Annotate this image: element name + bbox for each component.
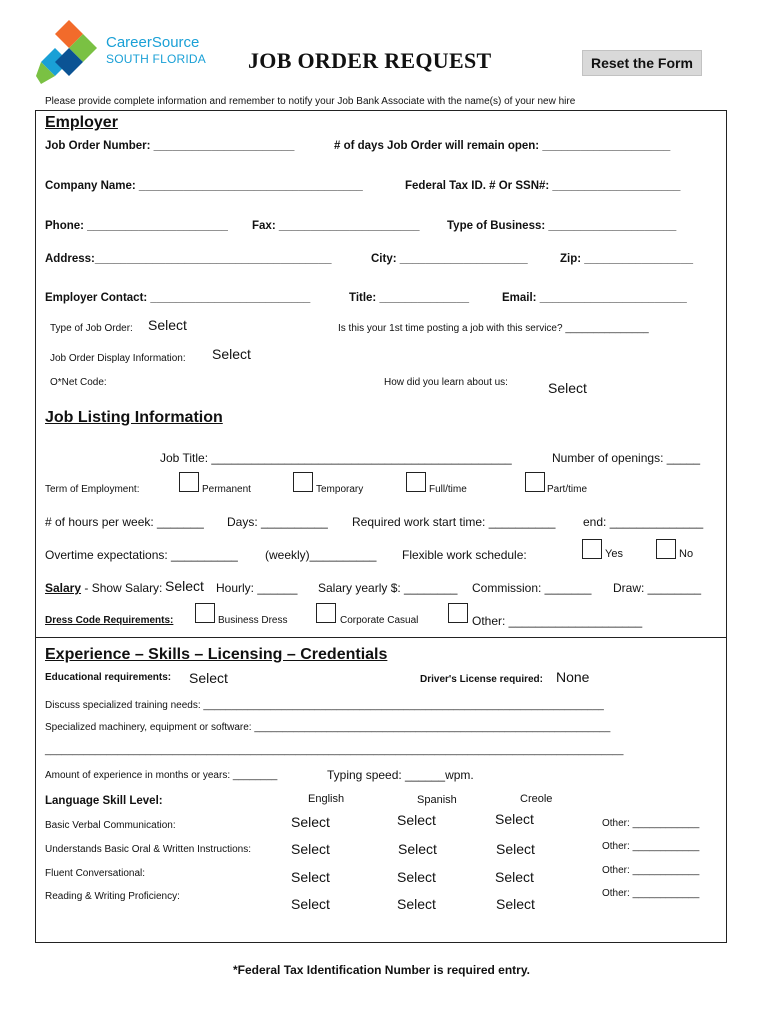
drivers-license-label: Driver's License required: <box>420 674 543 685</box>
typing-speed-field[interactable]: Typing speed: ______wpm. <box>327 768 474 782</box>
tax-id-field[interactable]: Federal Tax ID. # Or SSN#: ____________________ <box>405 180 681 192</box>
temporary-checkbox[interactable] <box>293 472 313 492</box>
company-name-field[interactable]: Company Name: ___________________________________ <box>45 180 363 192</box>
commission-field[interactable]: Commission: _______ <box>472 581 592 595</box>
first-time-field[interactable]: Is this your 1st time posting a job with this service? _______________ <box>338 323 649 334</box>
job-listing-heading: Job Listing Information <box>45 409 223 426</box>
english-select[interactable]: Select <box>291 896 330 912</box>
dress-other-field[interactable]: Other: ____________________ <box>472 614 643 628</box>
spanish-select[interactable]: Select <box>397 812 436 828</box>
lang-other-field[interactable]: Other: ____________ <box>602 865 700 876</box>
creole-select[interactable]: Select <box>496 896 535 912</box>
creole-select[interactable]: Select <box>495 811 534 827</box>
creole-select[interactable]: Select <box>495 869 534 885</box>
business-type-field[interactable]: Type of Business: ____________________ <box>447 220 677 232</box>
creole-select[interactable]: Select <box>496 841 535 857</box>
draw-field[interactable]: Draw: ________ <box>613 581 702 595</box>
hourly-field[interactable]: Hourly: ______ <box>216 581 298 595</box>
city-field[interactable]: City: ____________________ <box>371 253 528 265</box>
machinery-extra-line[interactable]: ________________________________________________________________________________________________________ <box>45 745 624 756</box>
learn-about-select[interactable]: Select <box>548 380 587 396</box>
display-info-select[interactable]: Select <box>212 346 251 362</box>
logo <box>36 18 216 88</box>
edu-requirements-label: Educational requirements: <box>45 672 172 683</box>
english-select[interactable]: Select <box>291 814 330 830</box>
employer-contact-field[interactable]: Employer Contact: _________________________ <box>45 292 311 304</box>
job-order-type-select[interactable]: Select <box>148 317 187 333</box>
business-dress-label: Business Dress <box>218 615 288 626</box>
parttime-label: Part/time <box>547 484 588 495</box>
temporary-label: Temporary <box>316 484 364 495</box>
hours-field[interactable]: # of hours per week: _______ <box>45 515 204 529</box>
edu-requirements-select[interactable]: Select <box>189 670 228 686</box>
fulltime-label: Full/time <box>429 484 467 495</box>
days-field[interactable]: Days: __________ <box>227 515 328 529</box>
parttime-checkbox[interactable] <box>525 472 545 492</box>
flexible-yes-checkbox[interactable] <box>582 539 602 559</box>
lang-other-field[interactable]: Other: ____________ <box>602 818 700 829</box>
job-order-number-field[interactable]: Job Order Number: ______________________ <box>45 140 295 152</box>
fulltime-checkbox[interactable] <box>406 472 426 492</box>
corporate-casual-checkbox[interactable] <box>316 603 336 623</box>
salary-word: Salary <box>45 581 82 595</box>
onet-code-label[interactable]: O*Net Code: <box>50 377 107 388</box>
term-label: Term of Employment: <box>45 484 140 495</box>
lang-row-label: Fluent Conversational: <box>45 868 146 879</box>
lang-row-label: Reading & Writing Proficiency: <box>45 891 180 902</box>
permanent-checkbox[interactable] <box>179 472 199 492</box>
overtime-field[interactable]: Overtime expectations: __________ <box>45 548 238 562</box>
flexible-no-checkbox[interactable] <box>656 539 676 559</box>
permanent-label: Permanent <box>202 484 251 495</box>
english-select[interactable]: Select <box>291 869 330 885</box>
salary-yearly-field[interactable]: Salary yearly $: ________ <box>318 581 458 595</box>
lang-header-creole: Creole <box>520 793 553 805</box>
job-order-type-label: Type of Job Order: <box>50 323 133 334</box>
openings-field[interactable]: Number of openings: _____ <box>552 451 701 465</box>
lang-other-field[interactable]: Other: ____________ <box>602 841 700 852</box>
corporate-casual-label: Corporate Casual <box>340 615 419 626</box>
experience-heading: Experience – Skills – Licensing – Credentials <box>45 646 388 663</box>
weekly-field[interactable]: (weekly)__________ <box>265 548 377 562</box>
end-time-field[interactable]: end: ______________ <box>583 515 704 529</box>
flexible-label: Flexible work schedule: <box>402 548 527 562</box>
flexible-yes-label: Yes <box>605 548 623 560</box>
language-skill-label: Language Skill Level: <box>45 795 163 807</box>
dress-other-checkbox[interactable] <box>448 603 468 623</box>
zip-field[interactable]: Zip: _________________ <box>560 253 693 265</box>
spanish-select[interactable]: Select <box>397 869 436 885</box>
instructions: Please provide complete information and remember to notify your Job Bank Associate with the name(s) of your new hire <box>45 96 576 107</box>
lang-other-field[interactable]: Other: ____________ <box>602 888 700 899</box>
logo-line1: CareerSource <box>106 34 200 51</box>
dress-code-label: Dress Code Requirements: <box>45 615 174 626</box>
phone-field[interactable]: Phone: ______________________ <box>45 220 228 232</box>
training-needs-field[interactable]: Discuss specialized training needs: ________________________________________________________________________ <box>45 700 604 711</box>
page-title: JOB ORDER REQUEST <box>248 48 492 73</box>
lang-header-english: English <box>308 793 345 805</box>
drivers-license-select[interactable]: None <box>556 669 590 685</box>
spanish-select[interactable]: Select <box>398 841 437 857</box>
machinery-field[interactable]: Specialized machinery, equipment or software: ________________________________________________________________ <box>45 722 611 733</box>
employer-heading: Employer <box>45 114 118 131</box>
learn-about-label: How did you learn about us: <box>384 377 508 388</box>
experience-amount-field[interactable]: Amount of experience in months or years: ________ <box>45 770 278 781</box>
address-field[interactable]: Address:_____________________________________ <box>45 253 332 265</box>
fax-field[interactable]: Fax: ______________________ <box>252 220 420 232</box>
spanish-select[interactable]: Select <box>397 896 436 912</box>
job-title-field[interactable]: Job Title: _____________________________________________ <box>160 451 512 465</box>
salary-row <box>45 581 162 595</box>
reset-form-button[interactable]: Reset the Form <box>582 50 702 76</box>
flexible-no-label: No <box>679 548 694 560</box>
show-salary-select[interactable]: Select <box>165 578 204 594</box>
display-info-label: Job Order Display Information: <box>50 353 186 364</box>
days-open-field[interactable]: # of days Job Order will remain open: ____________________ <box>334 140 671 152</box>
lang-header-spanish: Spanish <box>417 794 457 806</box>
contact-title-field[interactable]: Title: ______________ <box>349 292 469 304</box>
email-field[interactable]: Email: _______________________ <box>502 292 687 304</box>
lang-row-label: Understands Basic Oral & Written Instructions: <box>45 844 252 855</box>
start-time-field[interactable]: Required work start time: __________ <box>352 515 556 529</box>
footnote: *Federal Tax Identification Number is required entry. <box>233 963 530 977</box>
business-dress-checkbox[interactable] <box>195 603 215 623</box>
logo-mark-icon <box>36 18 102 86</box>
english-select[interactable]: Select <box>291 841 330 857</box>
lang-row-label: Basic Verbal Communication: <box>45 820 176 831</box>
show-salary-label: - Show Salary: <box>81 581 163 595</box>
logo-line2: SOUTH FLORIDA <box>106 52 206 66</box>
